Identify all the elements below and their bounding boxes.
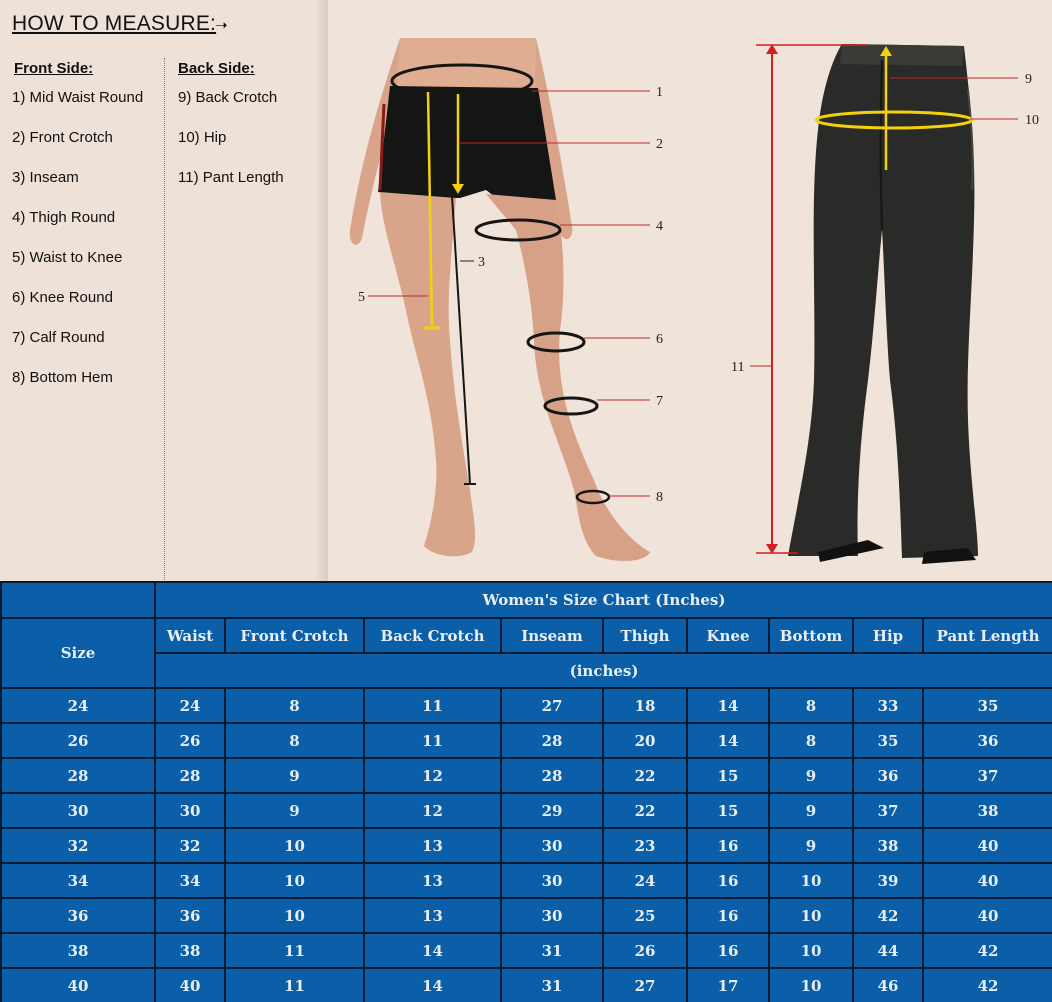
table-row <box>1 828 1052 863</box>
size-cell: 30 <box>1 793 155 828</box>
table-cell: 36 <box>853 758 923 793</box>
table-cell: 28 <box>501 758 603 793</box>
front-item-front-crotch: 2) Front Crotch <box>12 129 113 146</box>
table-cell: 12 <box>364 793 501 828</box>
column-header: Waist <box>155 618 225 653</box>
table-row <box>1 688 1052 723</box>
table-cell: 28 <box>501 723 603 758</box>
size-column-header: Size <box>1 618 155 688</box>
table-cell: 13 <box>364 863 501 898</box>
table-cell: 30 <box>501 863 603 898</box>
size-cell: 40 <box>1 968 155 1002</box>
table-cell: 16 <box>687 933 769 968</box>
table-cell: 10 <box>225 828 364 863</box>
callout-10: 10 <box>1025 113 1039 128</box>
size-cell: 26 <box>1 723 155 758</box>
arrow-right-icon: ➝ <box>215 17 228 34</box>
front-item-knee-round: 6) Knee Round <box>12 289 113 306</box>
table-cell: 42 <box>923 968 1052 1002</box>
table-cell: 10 <box>769 863 853 898</box>
callout-11: 11 <box>731 360 745 375</box>
table-cell: 36 <box>923 723 1052 758</box>
table-row <box>1 758 1052 793</box>
table-cell: 8 <box>225 723 364 758</box>
size-cell: 38 <box>1 933 155 968</box>
back-pants-figure <box>756 44 978 564</box>
table-cell: 15 <box>687 758 769 793</box>
back-item-back-crotch: 9) Back Crotch <box>178 89 278 106</box>
table-cell: 30 <box>501 898 603 933</box>
column-header: Front Crotch <box>225 618 364 653</box>
size-cell: 24 <box>1 688 155 723</box>
table-cell: 30 <box>501 828 603 863</box>
table-cell: 8 <box>769 688 853 723</box>
table-cell: 26 <box>155 723 225 758</box>
table-cell: 14 <box>687 723 769 758</box>
table-cell: 31 <box>501 968 603 1002</box>
table-cell: 9 <box>769 828 853 863</box>
table-cell: 38 <box>853 828 923 863</box>
table-cell: 40 <box>923 898 1052 933</box>
column-header: Thigh <box>603 618 687 653</box>
table-cell: 11 <box>225 968 364 1002</box>
table-cell: 22 <box>603 758 687 793</box>
front-item-mid-waist-round: 1) Mid Waist Round <box>12 89 144 106</box>
table-cell: 40 <box>923 828 1052 863</box>
table-cell: 22 <box>603 793 687 828</box>
column-header: Bottom <box>769 618 853 653</box>
table-cell: 10 <box>769 933 853 968</box>
table-cell: 16 <box>687 828 769 863</box>
table-cell: 29 <box>501 793 603 828</box>
table-cell: 39 <box>853 863 923 898</box>
table-cell: 20 <box>603 723 687 758</box>
size-cell: 28 <box>1 758 155 793</box>
front-item-inseam: 3) Inseam <box>12 169 79 186</box>
table-cell: 9 <box>225 758 364 793</box>
table-cell: 16 <box>687 863 769 898</box>
table-corner-cell <box>1 582 155 618</box>
table-cell: 9 <box>769 758 853 793</box>
front-item-calf-round: 7) Calf Round <box>12 329 105 346</box>
table-cell: 10 <box>225 863 364 898</box>
table-cell: 31 <box>501 933 603 968</box>
table-cell: 46 <box>853 968 923 1002</box>
table-cell: 38 <box>923 793 1052 828</box>
size-chart-table <box>0 581 1052 1002</box>
column-header: Back Crotch <box>364 618 501 653</box>
table-cell: 13 <box>364 828 501 863</box>
table-cell: 27 <box>603 968 687 1002</box>
table-body <box>1 688 1052 1002</box>
table-cell: 35 <box>853 723 923 758</box>
column-header: Hip <box>853 618 923 653</box>
table-title: Women's Size Chart (Inches) <box>155 582 1052 618</box>
table-cell: 16 <box>687 898 769 933</box>
table-cell: 37 <box>923 758 1052 793</box>
table-cell: 38 <box>155 933 225 968</box>
size-cell: 34 <box>1 863 155 898</box>
table-cell: 15 <box>687 793 769 828</box>
size-cell: 32 <box>1 828 155 863</box>
table-cell: 36 <box>155 898 225 933</box>
table-cell: 11 <box>364 688 501 723</box>
table-cell: 34 <box>155 863 225 898</box>
back-item-pant-length: 11) Pant Length <box>178 169 284 186</box>
table-cell: 8 <box>769 723 853 758</box>
table-cell: 13 <box>364 898 501 933</box>
table-cell: 42 <box>853 898 923 933</box>
callout-5: 5 <box>358 290 365 305</box>
table-cell: 40 <box>155 968 225 1002</box>
size-cell: 36 <box>1 898 155 933</box>
table-cell: 14 <box>364 933 501 968</box>
table-row <box>1 968 1052 1002</box>
column-header: Inseam <box>501 618 603 653</box>
callout-9: 9 <box>1025 72 1032 87</box>
table-cell: 17 <box>687 968 769 1002</box>
table-row <box>1 793 1052 828</box>
callout-7: 7 <box>656 394 663 409</box>
table-row <box>1 723 1052 758</box>
column-divider <box>164 58 165 580</box>
table-cell: 24 <box>603 863 687 898</box>
table-cell: 44 <box>853 933 923 968</box>
table-cell: 11 <box>225 933 364 968</box>
table-cell: 18 <box>603 688 687 723</box>
unit-row: (inches) <box>155 653 1052 688</box>
table-cell: 9 <box>225 793 364 828</box>
table-cell: 23 <box>603 828 687 863</box>
callout-4: 4 <box>656 219 663 234</box>
front-side-heading: Front Side: <box>14 60 94 77</box>
table-cell: 32 <box>155 828 225 863</box>
page-title: HOW TO MEASURE: <box>12 12 217 35</box>
table-cell: 42 <box>923 933 1052 968</box>
callout-8: 8 <box>656 490 663 505</box>
table-cell: 9 <box>769 793 853 828</box>
table-cell: 28 <box>155 758 225 793</box>
table-cell: 14 <box>364 968 501 1002</box>
callout-1: 1 <box>656 85 663 100</box>
table-row <box>1 898 1052 933</box>
callout-3: 3 <box>478 255 485 270</box>
table-cell: 26 <box>603 933 687 968</box>
back-side-heading: Back Side: <box>178 60 255 77</box>
callout-2: 2 <box>656 137 663 152</box>
table-cell: 27 <box>501 688 603 723</box>
table-cell: 24 <box>155 688 225 723</box>
table-cell: 14 <box>687 688 769 723</box>
front-item-waist-to-knee: 5) Waist to Knee <box>12 249 123 266</box>
column-header: Pant Length <box>923 618 1052 653</box>
table-cell: 10 <box>769 898 853 933</box>
front-item-thigh-round: 4) Thigh Round <box>12 209 116 226</box>
table-row <box>1 933 1052 968</box>
table-cell: 37 <box>853 793 923 828</box>
table-cell: 10 <box>225 898 364 933</box>
table-cell: 10 <box>769 968 853 1002</box>
table-cell: 30 <box>155 793 225 828</box>
table-cell: 35 <box>923 688 1052 723</box>
measurement-illustration <box>328 0 1052 581</box>
table-cell: 11 <box>364 723 501 758</box>
back-item-hip: 10) Hip <box>178 129 227 146</box>
table-row <box>1 863 1052 898</box>
callout-6: 6 <box>656 332 663 347</box>
table-cell: 33 <box>853 688 923 723</box>
table-cell: 12 <box>364 758 501 793</box>
instructions-panel <box>0 0 328 581</box>
table-cell: 40 <box>923 863 1052 898</box>
table-cell: 8 <box>225 688 364 723</box>
front-item-bottom-hem: 8) Bottom Hem <box>12 369 113 386</box>
table-cell: 25 <box>603 898 687 933</box>
column-header: Knee <box>687 618 769 653</box>
front-model-figure <box>350 38 650 561</box>
